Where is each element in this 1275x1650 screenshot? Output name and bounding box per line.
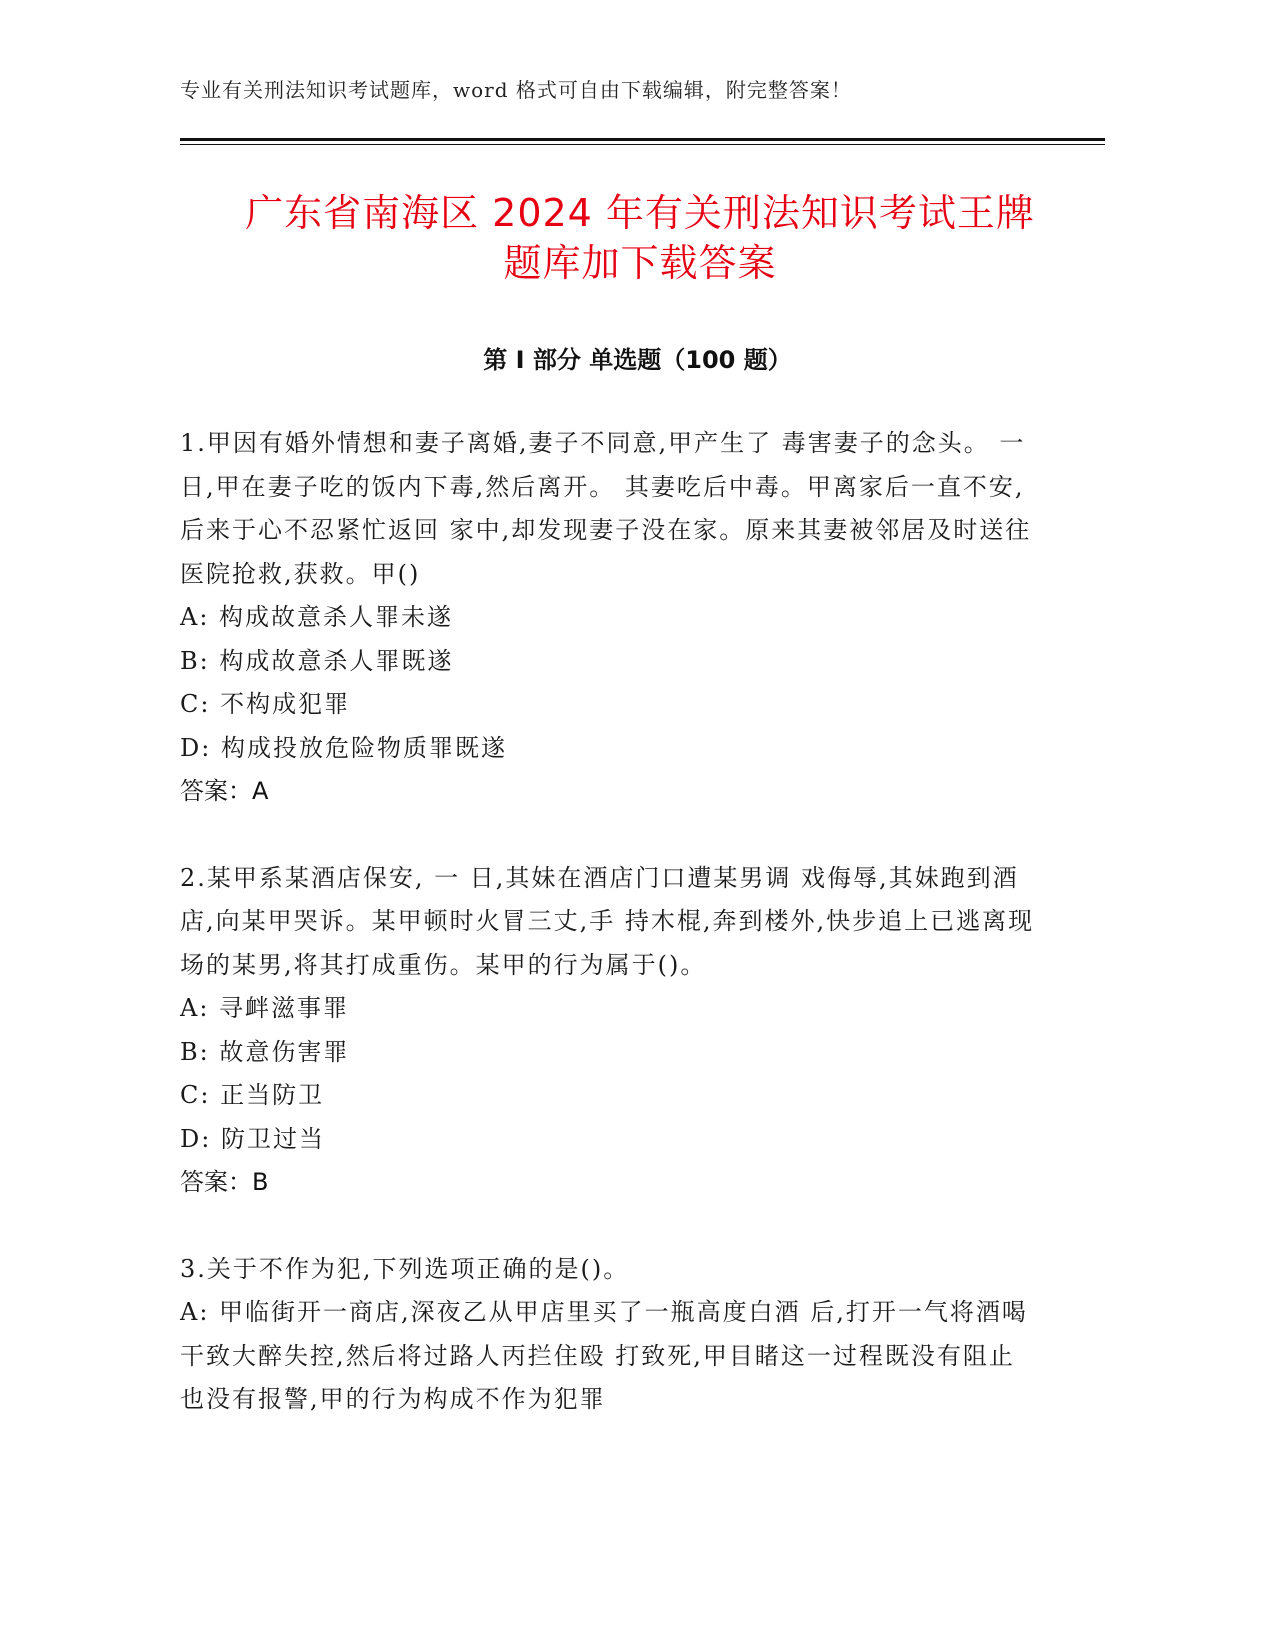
question-2 <box>180 857 1040 1205</box>
option-c: C: 不构成犯罪 <box>180 690 351 718</box>
option-c: C: 正当防卫 <box>180 1081 325 1109</box>
option-b: B: 故意伤害罪 <box>180 1037 350 1066</box>
question-stem: 1.甲因有婚外情想和妻子离婚,妻子不同意,甲产生了 毒害妻子的念头。 一 日,甲在妻子吃的饭内下毒,然后离开。 其妻吃后中毒。甲离家后一直不安,后来于心不忍紧忙返回 家中,却发现妻子没在家。原来其妻被邻居及时送往医院抢救,获救。甲() <box>180 429 1032 588</box>
section-title: 第 I 部分 单选题（100 题） <box>483 346 792 374</box>
option-d: D: 构成投放危险物质罪既遂 <box>180 733 507 762</box>
option-a: A: 甲临街开一商店,深夜乙从甲店里买了一瓶高度白酒 后,打开一气将酒喝干致大醉失控,然后将过路人丙拦住殴 打致死,甲目睹这一过程既没有阻止也没有报警,甲的行为构成不作为犯罪 <box>180 1298 1028 1413</box>
answer-label: 答案：A <box>180 777 269 805</box>
question-1 <box>180 422 1040 814</box>
option-a: A: 构成故意杀人罪未遂 <box>180 603 454 631</box>
option-a: A: 寻衅滋事罪 <box>180 994 350 1022</box>
question-stem: 2.某甲系某酒店保安, 一 日,其妹在酒店门口遭某男调 戏侮辱,其妹跑到酒店,向某甲哭诉。某甲顿时火冒三丈,手 持木棍,奔到楼外,快步追上已逃离现场的某男,将其打成重伤。某甲的行为属于()。 <box>180 863 1035 979</box>
header-rule-thick <box>180 138 1105 141</box>
answer-label: 答案：B <box>180 1168 269 1196</box>
question-list <box>180 422 1040 1465</box>
question-3 <box>180 1248 1040 1422</box>
document-title <box>140 188 1140 288</box>
title-line-1: 广东省南海区 2024 年有关刑法知识考试王牌 <box>245 191 1035 235</box>
header-rule-thin <box>180 144 1105 145</box>
option-b: B: 构成故意杀人罪既遂 <box>180 646 454 675</box>
question-stem: 3.关于不作为犯,下列选项正确的是()。 <box>180 1254 630 1283</box>
option-d: D: 防卫过当 <box>180 1124 325 1153</box>
title-line-2: 题库加下载答案 <box>503 241 777 285</box>
header-note: 专业有关刑法知识考试题库，word 格式可自由下载编辑，附完整答案！ <box>180 78 852 102</box>
